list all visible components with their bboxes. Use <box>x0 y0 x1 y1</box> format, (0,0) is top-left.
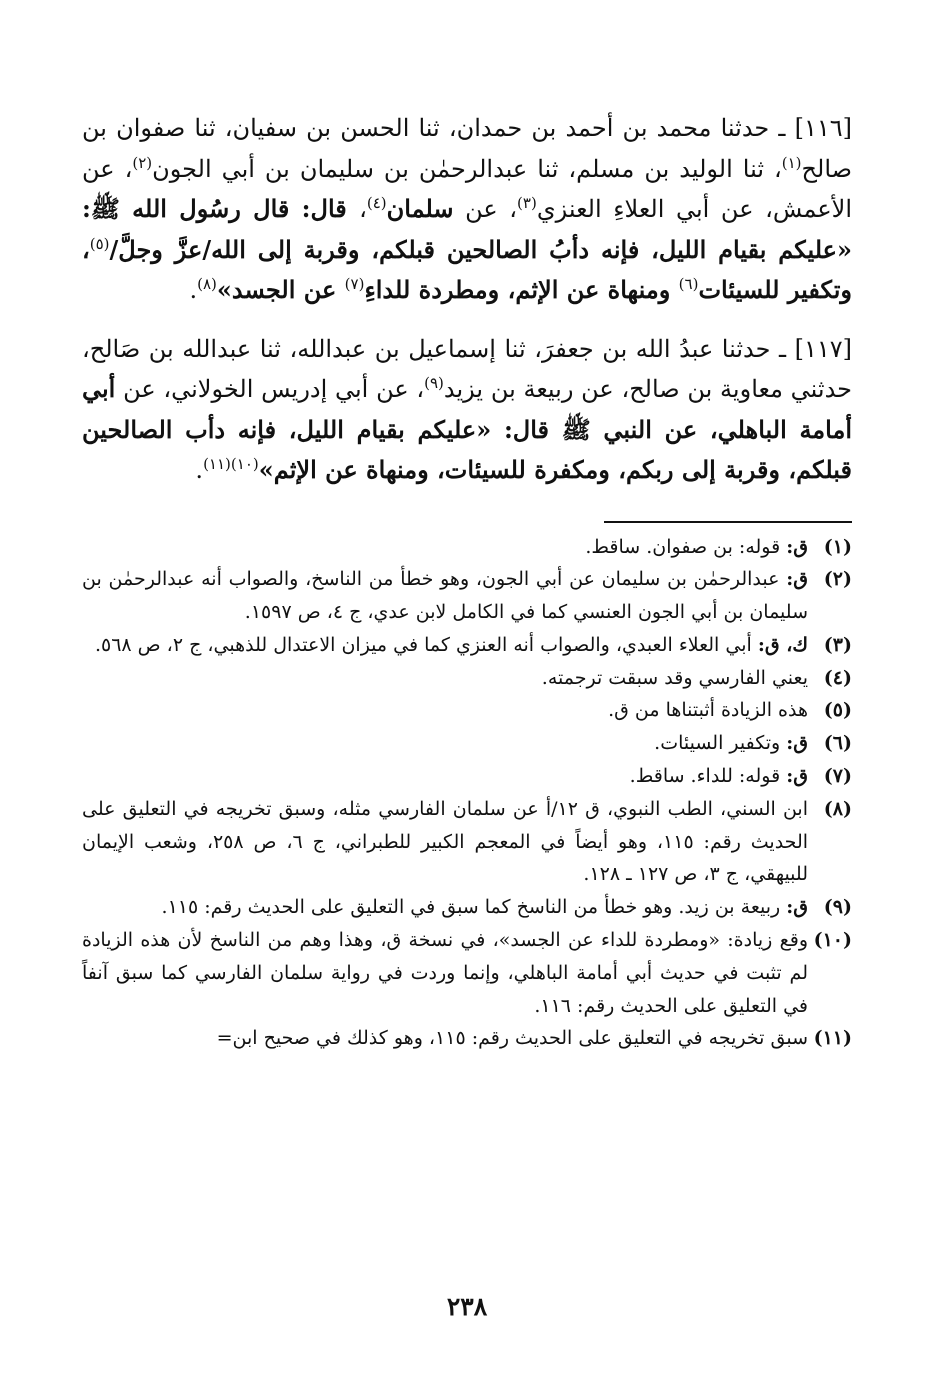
hadith-number: [١١٦] <box>794 114 852 142</box>
footnote-number: (٤) <box>823 666 852 689</box>
footnote-ref[interactable]: (٧) <box>344 275 365 293</box>
footnote-body: هذه الزيادة أثبتناها من ق. <box>608 699 808 722</box>
footnote-source: ق: <box>786 896 808 919</box>
footnote-item <box>82 924 852 1022</box>
footnote-item <box>82 727 852 760</box>
hadith-matn: قال: قال رسُول الله ﷺ: «عليكم بقيام الليل، فإنه دأبُ الصالحين قبلكم، وقربة إلى الله/عزَّ وجلَّ/ <box>82 194 852 264</box>
footnote-number: (١١) <box>813 1027 852 1050</box>
footnote-text <box>82 694 808 727</box>
hadith-matn: عن الجسد» <box>216 275 345 304</box>
hadith-number: [١١٧] <box>794 334 852 363</box>
footnote-text <box>82 563 808 629</box>
footnote-item <box>82 662 852 695</box>
footnote-body: وقع زيادة: «ومطردة للداء عن الجسد»، في نسخة ق، وهذا وهم من الناسخ لأن هذه الزيادة لم تثبت في حديث أبي أمامة الباهلي، وإنما وردت في رواية سلمان الفارسي كما سبق آنفاً في التعليق على الحديث رقم: ١١٦. <box>82 929 808 1017</box>
footnote-ref[interactable]: (٣) <box>517 194 537 212</box>
footnote-number: (٢) <box>823 568 852 591</box>
footnote-item <box>82 1022 852 1055</box>
footnote-item <box>82 891 852 924</box>
hadith-text: ، عن أبي إدريس الخولاني، عن <box>115 375 425 403</box>
footnote-item <box>82 531 852 564</box>
footnote-text <box>82 760 808 793</box>
footnote-source: ق: <box>786 765 808 788</box>
footnote-ref[interactable]: (٨) <box>197 275 217 293</box>
footnote-body: عبدالرحمٰن بن سليمان عن أبي الجون، وهو خطأ من الناسخ، والصواب أنه عبدالرحمٰن بن سليمان بن أبي الجون العنسي كما في الكامل لابن عدي، ج ٤، ص ١٥٩٧. <box>82 568 808 624</box>
footnote-source: ق: <box>786 535 808 558</box>
hadith-text: ، عن <box>453 195 518 223</box>
footnote-text <box>82 891 808 924</box>
footnote-ref[interactable]: (٩) <box>424 374 444 392</box>
footnote-body: ربيعة بن زيد. وهو خطأ من الناسخ كما سبق في التعليق على الحديث رقم: ١١٥. <box>161 896 787 919</box>
footnote-number: (٣) <box>823 633 852 656</box>
footnote-ref[interactable]: (٢) <box>132 153 153 172</box>
hadith-text: ، عن الأعمش، عن أبي العلاءِ العنزي <box>82 154 853 223</box>
footnote-source: ك، ق: <box>757 633 808 656</box>
page-number: ٢٣٨ <box>446 1292 488 1321</box>
hadith-text: ـ حدثنا عبدُ الله بن جعفرَ، ثنا إسماعيل بن عبدالله، ثنا عبدالله بن صَالح، حدثني معاوية بن صالح، عن ربيعة بن يزيد <box>82 334 853 403</box>
footnote-body: أبي العلاء العبدي، والصواب أنه العنزي كما في ميزان الاعتدال للذهبي، ج ٢، ص ٥٦٨. <box>94 633 758 656</box>
footnote-body: قوله: للداء. ساقط. <box>629 765 787 788</box>
footnote-number: (٨) <box>823 797 852 820</box>
footnote-text <box>82 793 808 891</box>
hadith-matn: ومنهاة عن الإثم، ومطردة للداءِ <box>364 275 679 304</box>
footnote-ref[interactable]: (٦) <box>678 275 699 293</box>
footnote-divider <box>604 521 852 523</box>
hadith-matn: أبي أمامة الباهلي، عن النبي ﷺ قال: «عليكم بقيام الليل، فإنه دأب الصالحين قبلكم، وقربة إلى ربكم، ومكفرة للسيئات، ومنهاة عن الإثم» <box>82 374 852 484</box>
footnote-text <box>82 629 808 662</box>
footnote-body: سبق تخريجه في التعليق على الحديث رقم: ١١٥، وهو كذلك في صحيح ابن= <box>216 1027 808 1050</box>
footnote-text <box>82 1022 808 1055</box>
footnote-item <box>82 694 852 727</box>
footnote-body: وتكفير السيئات. <box>654 732 787 755</box>
footnote-text <box>82 924 808 1022</box>
footnote-number: (١٠) <box>813 929 852 952</box>
footnote-ref[interactable]: (٤) <box>366 194 387 212</box>
hadith-text: ، ثنا الوليد بن مسلم، ثنا عبدالرحمٰن بن سليمان بن أبي الجون <box>152 154 782 183</box>
footnote-text <box>82 662 808 695</box>
footnote-number: (٦) <box>823 732 852 755</box>
footnote-number: (٩) <box>823 896 852 919</box>
footnote-ref[interactable]: (٥) <box>89 234 110 253</box>
footnote-item <box>82 760 852 793</box>
footnote-text <box>82 531 808 564</box>
footnote-ref[interactable]: (١) <box>781 153 802 172</box>
hadith-text: ، <box>359 195 367 223</box>
hadith-text: ـ حدثنا محمد بن أحمد بن حمدان، ثنا الحسن بن سفيان، ثنا صفوان بن صالح <box>82 114 853 183</box>
footnote-item <box>82 563 852 629</box>
footnotes-list <box>82 531 852 1056</box>
footnote-source: ق: <box>786 732 808 755</box>
footnote-body: قوله: بن صفوان. ساقط. <box>585 535 787 558</box>
footnote-body: يعني الفارسي وقد سبقت ترجمته. <box>541 666 808 689</box>
hadith-117 <box>82 329 852 491</box>
footnote-item <box>82 793 852 891</box>
footnote-text <box>82 727 808 760</box>
hadith-end: . <box>189 276 198 304</box>
footnote-ref[interactable]: (١٠)(١١) <box>203 455 259 473</box>
hadith-end: . <box>195 456 204 484</box>
footnote-number: (٧) <box>823 765 852 788</box>
narrator-name: سلمان <box>386 194 454 223</box>
footnote-source: ق: <box>786 568 808 591</box>
footnote-number: (٥) <box>823 699 852 722</box>
page-body <box>82 108 852 1055</box>
hadith-116 <box>82 108 852 311</box>
footnote-item <box>82 629 852 662</box>
footnote-body: ابن السني، الطب النبوي، ق ١٢/أ عن سلمان الفارسي مثله، وسبق تخريجه في التعليق على الحديث رقم: ١١٥، وهو أيضاً في المعجم الكبير للطبراني، ج ٦، ص ٢٥٨، وشعب الإيمان للبيهقي، ج ٣، ص ١٢٧ ـ ١٢٨. <box>82 797 809 886</box>
hadith-matn: ، وتكفير للسيئات <box>82 234 852 304</box>
footnote-number: (١) <box>823 535 852 558</box>
